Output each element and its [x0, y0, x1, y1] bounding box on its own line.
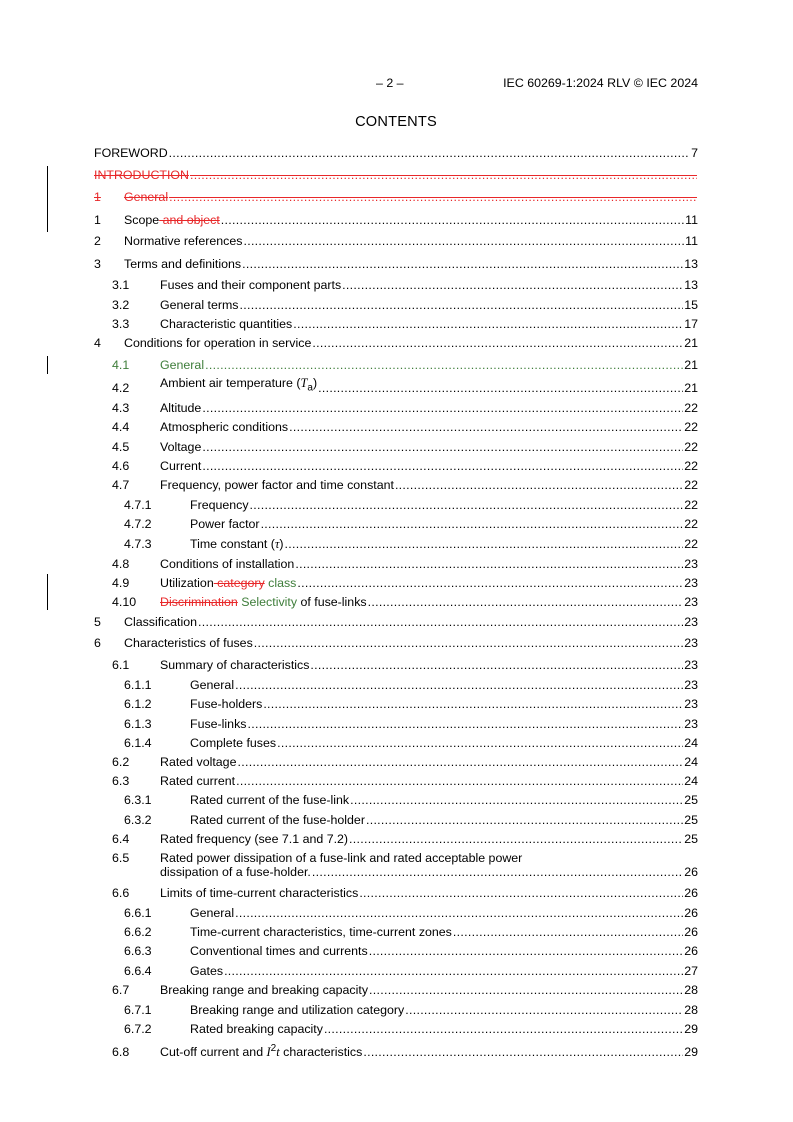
leader-dots [285, 537, 684, 551]
toc-entry-4-10[interactable] [112, 593, 698, 609]
leader-dots [453, 925, 683, 939]
toc-title: Breaking range and utilization category [190, 1003, 405, 1017]
leader-dots [169, 146, 690, 160]
toc-page: 26 [684, 925, 698, 939]
toc-number: 6.1.1 [124, 678, 152, 692]
toc-title: General [160, 358, 205, 372]
toc-number: 6.1.2 [124, 697, 152, 711]
leader-dots [363, 1045, 683, 1059]
toc-number: 3.3 [112, 317, 130, 331]
leader-dots [369, 944, 684, 958]
leader-dots [261, 517, 684, 531]
toc-number: 6.3.2 [124, 813, 152, 827]
toc-title: Conditions for operation in service [124, 336, 312, 350]
leader-dots [205, 358, 683, 372]
toc-entry-5[interactable] [94, 613, 698, 629]
toc-page: 25 [684, 793, 698, 807]
toc-entry-3-2[interactable] [112, 296, 698, 312]
leader-dots [349, 832, 683, 846]
leader-dots [368, 595, 684, 609]
toc-entry-4-7[interactable] [112, 476, 698, 492]
toc-entry-6-1-3[interactable] [124, 715, 698, 731]
toc-entry-6-4[interactable] [112, 830, 698, 846]
toc-page: 26 [684, 886, 698, 900]
toc-title: Current [160, 459, 202, 473]
toc-entry-6-8[interactable] [112, 1041, 698, 1059]
symbol-t: T [300, 375, 308, 390]
toc-page: 28 [684, 983, 698, 997]
inserted-text: class [264, 576, 297, 590]
toc-entry-4[interactable] [94, 334, 698, 350]
leader-dots [359, 886, 683, 900]
toc-number: 1 [94, 213, 101, 227]
leader-dots [342, 278, 683, 292]
toc-title: Normative references [124, 234, 243, 248]
toc-number: 6.6.2 [124, 925, 152, 939]
symbol-i: I [266, 1045, 271, 1059]
toc-page: 29 [684, 1045, 698, 1059]
inserted-text: Selectivity [237, 595, 298, 609]
toc-title: General [190, 678, 235, 692]
toc-entry-3-3[interactable] [112, 315, 698, 331]
toc-page: 21 [684, 336, 698, 350]
toc-page: 22 [684, 440, 698, 454]
toc-title: Gates [190, 964, 224, 978]
toc-page: 23 [684, 615, 698, 629]
toc-title: Fuse-links [190, 717, 247, 731]
toc-number: 2 [94, 234, 101, 248]
toc-page: 17 [684, 317, 698, 331]
leader-dots [324, 1022, 683, 1036]
toc-entry-6-1[interactable] [112, 656, 698, 672]
toc-number: 4.10 [112, 595, 137, 609]
symbol-t-lower: t [276, 1045, 280, 1059]
toc-entry-4-4[interactable] [112, 418, 698, 434]
deleted-text: and object [159, 213, 220, 227]
toc-title-line-2: dissipation of a fuse-holder. [160, 865, 311, 879]
toc-entry-6-6-4[interactable] [124, 962, 698, 978]
leader-dots [247, 717, 683, 731]
toc-title: Rated breaking capacity [190, 1022, 323, 1036]
toc-page: 15 [684, 298, 698, 312]
toc-title: Complete fuses [190, 736, 277, 750]
toc-entry-6-1-4[interactable] [124, 734, 698, 750]
toc-entry-6-3-1[interactable] [124, 791, 698, 807]
toc-number: 6.6.3 [124, 944, 152, 958]
toc-number: 6.3 [112, 774, 130, 788]
toc-entry-4-2[interactable] [112, 377, 698, 395]
toc-title: Rated frequency (see 7.1 and 7.2) [160, 832, 349, 846]
toc-page: 23 [684, 576, 698, 590]
leader-dots [350, 793, 683, 807]
toc-entry-foreword[interactable] [94, 144, 698, 160]
toc-entry-4-9[interactable] [112, 574, 698, 590]
superscript-2: 2 [270, 1042, 277, 1054]
toc-page: 25 [684, 832, 698, 846]
toc-title: General [124, 190, 169, 204]
toc-number: 6.6 [112, 886, 130, 900]
leader-dots [297, 576, 683, 590]
toc-number: 4 [94, 336, 101, 350]
toc-title: Characteristics of fuses [124, 636, 253, 650]
leader-dots [254, 636, 683, 650]
subscript-a: a [307, 382, 313, 393]
toc-entry-6-7[interactable] [112, 981, 698, 997]
toc-entry-6[interactable] [94, 634, 698, 650]
toc-title: Ambient air temperature $(T_a)$ [160, 375, 318, 393]
toc-entry-2[interactable] [94, 232, 698, 248]
toc-entry-4-7-2[interactable] [124, 515, 698, 531]
toc-title: Time-current characteristics, time-current zones [190, 925, 452, 939]
leader-dots [318, 381, 683, 395]
toc-title: FOREWORD [94, 146, 168, 160]
toc-page: 22 [684, 420, 698, 434]
leader-dots [235, 678, 683, 692]
toc-entry-6-1-1[interactable] [124, 676, 698, 692]
toc-number: 4.1 [112, 358, 130, 372]
toc-page: 24 [684, 755, 698, 769]
toc-entry-1[interactable] [94, 211, 698, 227]
toc-title: Frequency, power factor and time constant [160, 478, 394, 492]
page-header [94, 76, 698, 92]
leader-dots [169, 190, 697, 204]
symbol-tau: τ [274, 537, 280, 551]
toc-number: 6.1 [112, 658, 130, 672]
toc-page: 23 [684, 678, 698, 692]
toc-title: Rated voltage [160, 755, 237, 769]
toc-page: 23 [684, 717, 698, 731]
leader-dots [243, 234, 684, 248]
toc-entry-4-8[interactable] [112, 555, 698, 571]
leader-dots [224, 964, 683, 978]
toc-page: 22 [684, 498, 698, 512]
toc-number: 4.4 [112, 420, 130, 434]
toc-title-line-1: Rated power dissipation of a fuse-link and rated acceptable power [160, 851, 523, 865]
toc-entry-4-5[interactable] [112, 438, 698, 454]
toc-title: Rated current of the fuse-holder [190, 813, 365, 827]
toc-page: 13 [684, 278, 698, 292]
toc-title: Summary of characteristics [160, 658, 310, 672]
toc-number: 4.9 [112, 576, 130, 590]
leader-dots [237, 755, 683, 769]
toc-number: 6.7.2 [124, 1022, 152, 1036]
toc-entry-6-1-2[interactable] [124, 695, 698, 711]
toc-title: Voltage [160, 440, 202, 454]
leader-dots [263, 697, 683, 711]
toc-title: INTRODUCTION [94, 168, 189, 182]
toc-number: 6.1.4 [124, 736, 152, 750]
toc-page: 26 [684, 865, 698, 879]
leader-dots [293, 317, 683, 331]
toc-number: 4.8 [112, 557, 130, 571]
leader-dots [289, 420, 683, 434]
leader-dots [250, 498, 684, 512]
change-bar [47, 356, 48, 374]
toc-page: 21 [684, 381, 698, 395]
toc-page: 22 [684, 459, 698, 473]
toc-entry-4-3[interactable] [112, 399, 698, 415]
toc-title: Scope and object [124, 213, 220, 227]
leader-dots [369, 983, 683, 997]
toc-title: Fuse-holders [190, 697, 263, 711]
toc-number: 4.2 [112, 381, 130, 395]
toc-entry-4-1[interactable] [112, 356, 698, 372]
toc-page: 22 [684, 478, 698, 492]
toc-page: 29 [684, 1022, 698, 1036]
standard-reference: IEC 60269-1:2024 RLV © IEC 2024 [503, 76, 698, 90]
change-bar [47, 166, 48, 232]
toc-title: Power factor [190, 517, 260, 531]
toc-title: Conditions of installation [160, 557, 295, 571]
toc-page: 23 [684, 658, 698, 672]
toc-number: 4.7.3 [124, 537, 152, 551]
toc-number: 3.2 [112, 298, 130, 312]
leader-dots [295, 557, 683, 571]
toc-page: 23 [684, 595, 698, 609]
toc-number: 6.6.4 [124, 964, 152, 978]
change-bar [47, 574, 48, 610]
toc-page: 23 [684, 697, 698, 711]
toc-number: 5 [94, 615, 101, 629]
leader-dots [242, 257, 683, 271]
leader-dots [310, 658, 683, 672]
deleted-text: Discrimination [160, 595, 238, 609]
toc-entry-6-6-2[interactable] [124, 923, 698, 939]
leader-dots [202, 401, 683, 415]
leader-dots [190, 168, 697, 182]
toc-page: 11 [685, 234, 698, 248]
toc-number: 1 [94, 190, 101, 204]
toc-page: 27 [684, 964, 698, 978]
toc-number: 4.7.2 [124, 517, 152, 531]
toc-number: 6.4 [112, 832, 130, 846]
toc-page: 25 [684, 813, 698, 827]
toc-entry-6-7-2[interactable] [124, 1020, 698, 1036]
leader-dots [236, 774, 683, 788]
toc-entry-3-1[interactable] [112, 276, 698, 292]
toc-title: Conventional times and currents [190, 944, 368, 958]
toc-entry-6-6-3[interactable] [124, 942, 698, 958]
toc-page: 13 [684, 257, 698, 271]
toc-title: Discrimination Selectivity of fuse-links [160, 595, 367, 609]
toc-number: 4.7.1 [124, 498, 152, 512]
toc-number: 6.8 [112, 1045, 130, 1059]
toc-page: 7 [691, 146, 698, 160]
toc-title: Atmospheric conditions [160, 420, 289, 434]
toc-number: 3 [94, 257, 101, 271]
toc-entry-6-7-1[interactable] [124, 1001, 698, 1017]
toc-page: 11 [685, 213, 698, 227]
toc-entry-4-7-3[interactable] [124, 535, 698, 551]
toc-number: 6.7 [112, 983, 130, 997]
page-number: – 2 – [376, 76, 404, 90]
toc-title: Time constant (τ) [190, 537, 284, 551]
toc-title: Terms and definitions [124, 257, 242, 271]
leader-dots [202, 459, 683, 473]
leader-dots [366, 813, 683, 827]
toc-entry-introduction[interactable] [94, 166, 698, 182]
toc-number: 6.7.1 [124, 1003, 152, 1017]
toc-entry-4-6[interactable] [112, 457, 698, 473]
toc-number: 6.5 [112, 851, 130, 865]
toc-title: Utilization category class [160, 576, 297, 590]
leader-dots [405, 1003, 683, 1017]
toc-title: General [190, 906, 235, 920]
toc-title: Altitude [160, 401, 202, 415]
toc-number: 4.3 [112, 401, 130, 415]
toc-number: 6.6.1 [124, 906, 152, 920]
toc-title: Characteristic quantities [160, 317, 293, 331]
toc-title: Classification [124, 615, 197, 629]
toc-title: Breaking range and breaking capacity [160, 983, 369, 997]
leader-dots [312, 336, 683, 350]
toc-page: 23 [684, 557, 698, 571]
toc-title: Fuses and their component parts [160, 278, 342, 292]
toc-page: 24 [684, 736, 698, 750]
leader-dots [198, 615, 683, 629]
contents-title: CONTENTS [355, 114, 437, 130]
toc-page: 22 [684, 537, 698, 551]
toc-entry-6-5[interactable] [112, 851, 698, 883]
toc-page: 26 [684, 944, 698, 958]
toc-number: 3.1 [112, 278, 130, 292]
toc-page: 22 [684, 517, 698, 531]
leader-dots [221, 213, 684, 227]
toc-page: 23 [684, 636, 698, 650]
toc-entry-6-3-2[interactable] [124, 811, 698, 827]
toc-page: 21 [684, 358, 698, 372]
toc-number: 6.1.3 [124, 717, 152, 731]
toc-title: General terms [160, 298, 239, 312]
toc-title: Rated current of the fuse-link [190, 793, 350, 807]
toc-number: 4.6 [112, 459, 130, 473]
toc-page: 26 [684, 906, 698, 920]
toc-page: 22 [684, 401, 698, 415]
toc-number: 4.5 [112, 440, 130, 454]
toc-number: 6.3.1 [124, 793, 152, 807]
toc-number: 6.2 [112, 755, 130, 769]
leader-dots [235, 906, 683, 920]
leader-dots [277, 736, 683, 750]
toc-entry-general-deleted[interactable] [94, 188, 698, 204]
toc-entry-6-6-1[interactable] [124, 904, 698, 920]
toc-title: Limits of time-current characteristics [160, 886, 359, 900]
leader-dots [312, 865, 683, 879]
toc-page: 28 [684, 1003, 698, 1017]
toc-title: Frequency [190, 498, 249, 512]
toc-number: 4.7 [112, 478, 130, 492]
toc-entry-6-2[interactable] [112, 753, 698, 769]
toc-entry-6-3[interactable] [112, 772, 698, 788]
toc-number: 6 [94, 636, 101, 650]
toc-entry-3[interactable] [94, 255, 698, 271]
toc-page: 24 [684, 774, 698, 788]
toc-entry-4-7-1[interactable] [124, 496, 698, 512]
leader-dots [202, 440, 683, 454]
deleted-text: category [213, 576, 265, 590]
leader-dots [240, 298, 684, 312]
leader-dots [395, 478, 683, 492]
toc-title: Rated current [160, 774, 236, 788]
toc-title: Cut-off current and $I^2t$ characteristics [160, 1042, 363, 1059]
toc-entry-6-6[interactable] [112, 884, 698, 900]
